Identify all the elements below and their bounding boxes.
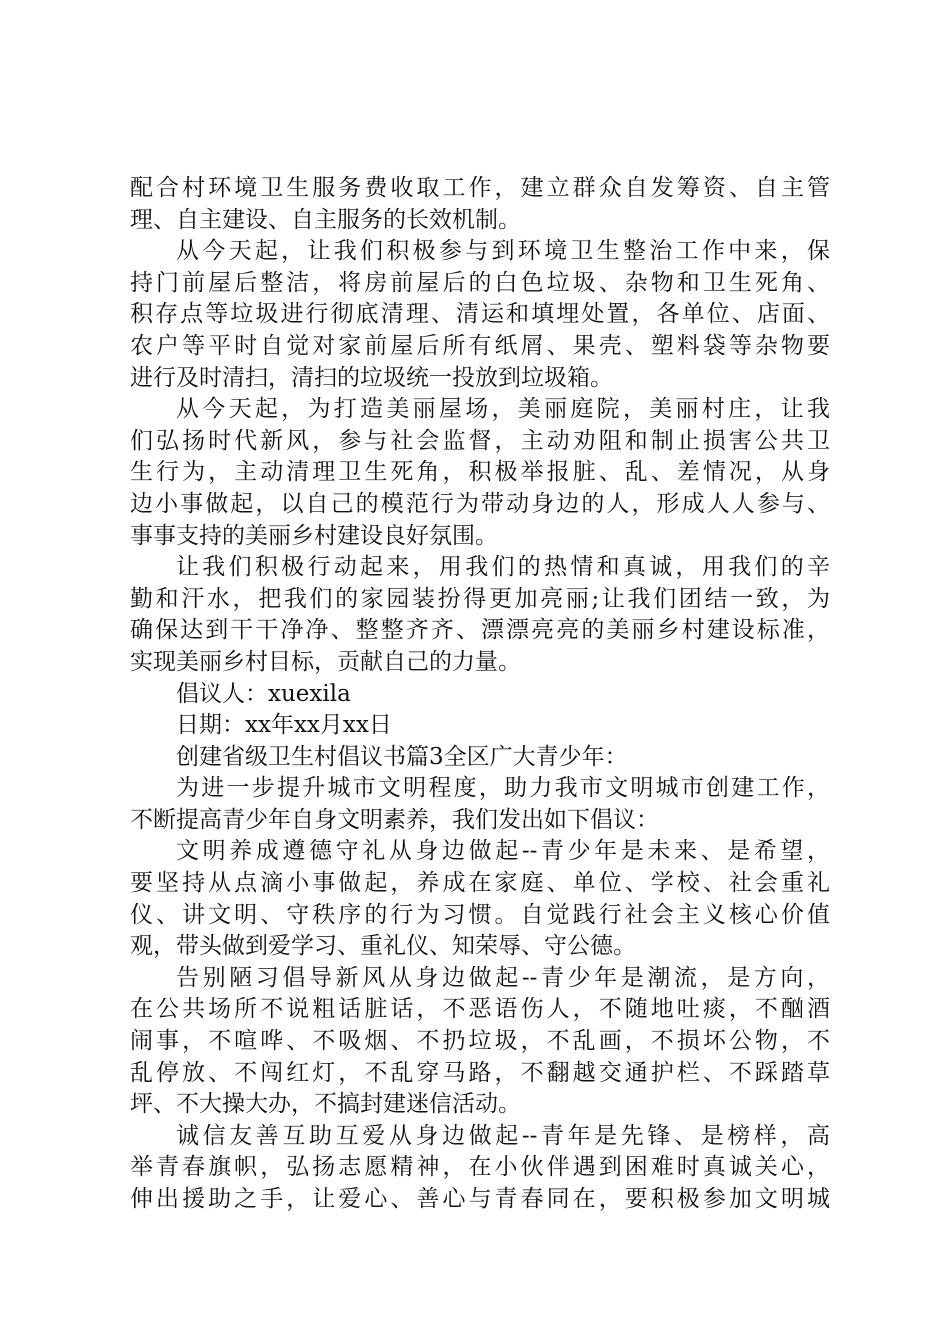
text-line: 在公共场所不说粗话脏话，不恶语伤人，不随地吐痰，不酗酒 bbox=[130, 996, 830, 1023]
text-line: 理、自主建设、自主服务的长效机制。 bbox=[130, 206, 521, 233]
text-line: 持门前屋后整洁，将房前屋后的白色垃圾、杂物和卫生死角、 bbox=[130, 269, 830, 296]
text-line: 闹事，不喧哗、不吸烟、不扔垃圾，不乱画，不损坏公物，不 bbox=[130, 1028, 830, 1055]
text-line: 要坚持从点滴小事做起，养成在家庭、单位、学校、社会重礼 bbox=[130, 870, 830, 897]
text-line: 边小事做起，以自己的模范行为带动身边的人，形成人人参与、 bbox=[130, 490, 830, 517]
text-line: 文明养成遵德守礼从身边做起--青少年是未来、是希望， bbox=[176, 838, 830, 865]
text-line: 配合村环境卫生服务费收取工作，建立群众自发筹资、自主管 bbox=[130, 175, 830, 201]
text-line: 积存点等垃圾进行彻底清理、清运和填埋处置，各单位、店面、 bbox=[130, 301, 830, 328]
text-line: 事事支持的美丽乡村建设良好氛围。 bbox=[130, 522, 498, 549]
text-line: 日期：xx年xx月xx日 bbox=[176, 712, 392, 739]
text-line: 确保达到干干净净、整整齐齐、漂漂亮亮的美丽乡村建设标准， bbox=[130, 617, 830, 644]
text-line: 为进一步提升城市文明程度，助力我市文明城市创建工作， bbox=[176, 775, 830, 802]
text-line: 们弘扬时代新风，参与社会监督，主动劝阻和制止损害公共卫 bbox=[130, 427, 830, 454]
text-line: 观，带头做到爱学习、重礼仪、知荣辱、守公德。 bbox=[130, 933, 636, 960]
text-line: 伸出援助之手，让爱心、善心与青春同在，要积极参加文明城 bbox=[130, 1186, 830, 1212]
text-line: 不断提高青少年自身文明素养，我们发出如下倡议： bbox=[130, 806, 659, 833]
text-line: 倡议人：xuexila bbox=[176, 680, 351, 707]
text-line: 仪、讲文明、守秩序的行为习惯。自觉践行社会主义核心价值 bbox=[130, 901, 830, 928]
text-line: 告别陋习倡导新风从身边做起--青少年是潮流，是方向， bbox=[176, 964, 830, 991]
text-line: 创建省级卫生村倡议书篇3全区广大青少年： bbox=[176, 743, 628, 770]
text-line: 勤和汗水，把我们的家园装扮得更加亮丽;让我们团结一致，为 bbox=[130, 585, 830, 612]
text-line: 诚信友善互助互爱从身边做起--青年是先锋、是榜样，高 bbox=[176, 1122, 830, 1149]
text-line: 举青春旗帜，弘扬志愿精神，在小伙伴遇到困难时真诚关心， bbox=[130, 1154, 830, 1181]
text-line: 从今天起，让我们积极参与到环境卫生整治工作中来，保 bbox=[176, 238, 830, 265]
document-page bbox=[130, 173, 830, 1216]
text-line: 农户等平时自觉对家前屋后所有纸屑、果壳、塑料袋等杂物要 bbox=[130, 332, 830, 359]
text-line: 生行为，主动清理卫生死角，积极举报脏、乱、差情况，从身 bbox=[130, 459, 830, 486]
text-line: 乱停放、不闯红灯，不乱穿马路，不翻越交通护栏、不踩踏草 bbox=[130, 1059, 830, 1086]
text-line: 进行及时清扫，清扫的垃圾统一投放到垃圾箱。 bbox=[130, 364, 613, 391]
text-line: 坪、不大操大办，不搞封建迷信活动。 bbox=[130, 1091, 521, 1118]
text-line: 从今天起，为打造美丽屋场，美丽庭院，美丽村庄，让我 bbox=[176, 396, 830, 423]
text-line: 让我们积极行动起来，用我们的热情和真诚，用我们的辛 bbox=[176, 554, 830, 581]
text-line: 实现美丽乡村目标，贡献自己的力量。 bbox=[130, 648, 521, 675]
